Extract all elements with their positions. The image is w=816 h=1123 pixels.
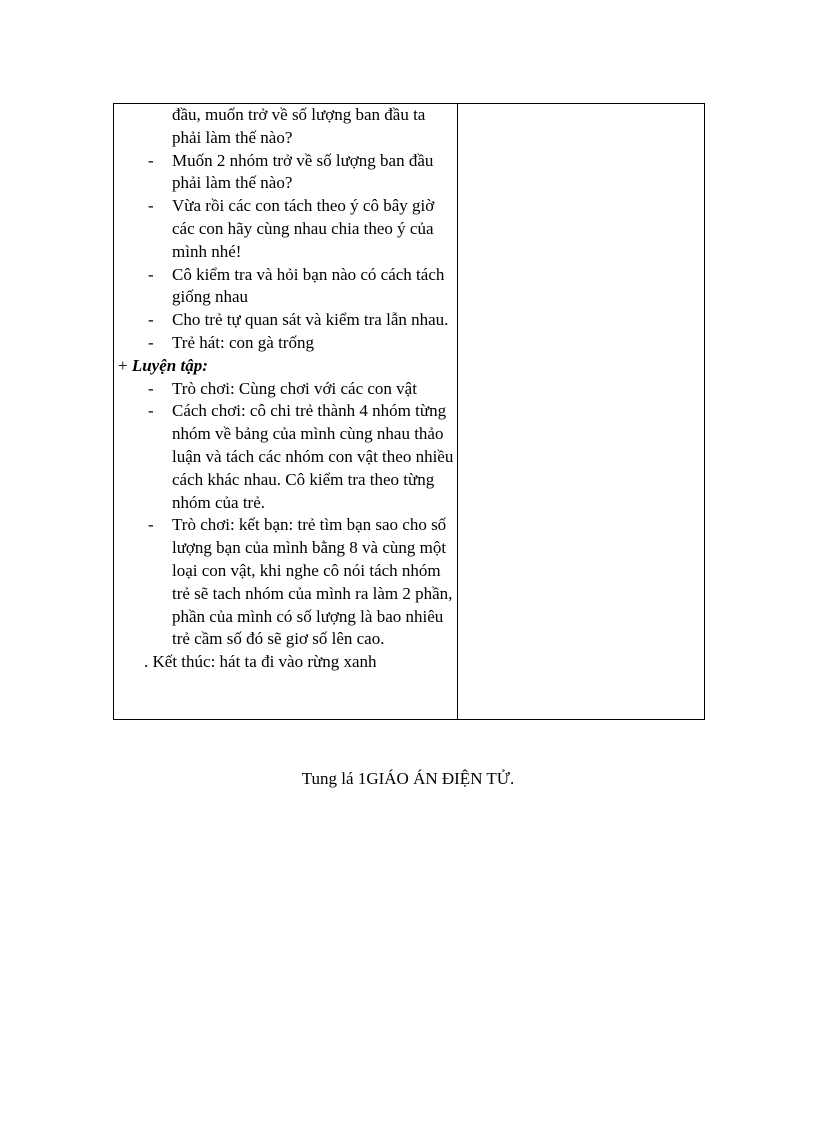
dash-bullet: - [148, 332, 154, 352]
ending-line: . Kết thúc: hát ta đi vào rừng xanh [144, 652, 377, 672]
table-row [114, 104, 705, 720]
dash-bullet: - [148, 310, 154, 330]
notes-cell [458, 104, 705, 720]
continued-line: phải làm thế nào? [172, 127, 293, 147]
list-item-text: Trò chơi: kết bạn: trẻ tìm bạn sao cho số lượng bạn của mình bằng 8 và cùng một loại con vật, khi nghe cô nói tách nhóm trẻ sẽ tach nhóm của mình ra làm 2 phần, phần của mình có số lượng là bao nhiêu trẻ cầm số đó sẽ giơ số lên cao. [172, 515, 453, 649]
practice-prefix: + [118, 355, 132, 375]
list-item-text: Cho trẻ tự quan sát và kiểm tra lẫn nhau. [172, 310, 449, 330]
list-item [118, 514, 457, 651]
list-item [118, 309, 457, 332]
list-item [118, 195, 457, 263]
dash-bullet: - [148, 150, 154, 170]
dash-bullet: - [148, 264, 154, 284]
practice-heading-text: Luyện tập: [131, 355, 208, 375]
dash-bullet: - [148, 196, 154, 216]
list-item-text: Muốn 2 nhóm trở về số lượng ban đầu phải làm thế nào? [172, 150, 434, 193]
dash-bullet: - [148, 515, 154, 535]
dash-bullet: - [148, 401, 154, 421]
list-item [118, 150, 457, 196]
list-item-text: Vừa rồi các con tách theo ý cô bây giờ các con hãy cùng nhau chia theo ý của mình nhé! [172, 196, 435, 261]
list-item [118, 264, 457, 310]
dash-bullet: - [148, 378, 154, 398]
activity-content [114, 104, 457, 674]
list-item-text: Trẻ hát: con gà trống [172, 332, 314, 352]
list-item-text: Cô kiểm tra và hỏi bạn nào có cách tách giống nhau [172, 264, 445, 307]
footer-text: Tung lá 1GIÁO ÁN ĐIỆN TỬ. [301, 769, 515, 788]
continued-line: đầu, muốn trở về số lượng ban đầu ta [172, 105, 426, 124]
list-item-text: Cách chơi: cô chi trẻ thành 4 nhóm từng nhóm về bảng của mình cùng nhau thảo luận và tách các nhóm con vật theo nhiều cách khác nhau. Cô kiểm tra theo từng nhóm của trẻ. [172, 401, 454, 512]
list-item [118, 378, 457, 401]
activity-cell [114, 104, 458, 720]
lesson-table [113, 103, 705, 720]
practice-heading [118, 355, 457, 378]
list-item-text: Trò chơi: Cùng chơi với các con vật [172, 378, 417, 398]
list-item [118, 400, 457, 514]
list-item [118, 332, 457, 355]
